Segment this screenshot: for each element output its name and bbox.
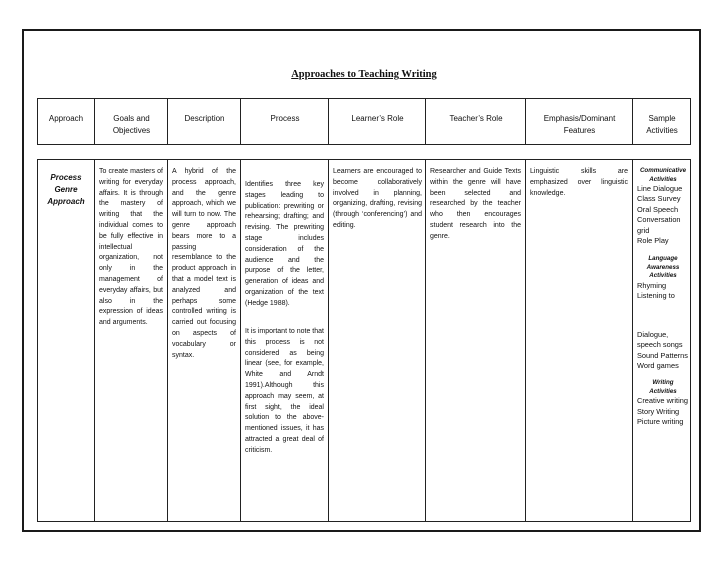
cell-teacher-role <box>425 160 525 521</box>
header-goals-col <box>94 99 167 144</box>
goals-text: To create masters of writing for everyday affairs. It is through the mastery of writing that the individual comes to be fully effective in intellectual organization, not only in the management of everyday affairs, but also in the expression of ideas and arguments. <box>99 168 163 327</box>
list-item: Word games <box>637 360 679 370</box>
cell-description <box>167 160 240 521</box>
sample-activities-list <box>637 167 689 428</box>
header-learner-col <box>328 99 425 144</box>
cell-goals <box>94 160 167 521</box>
header-sample-col <box>632 99 690 144</box>
table-row <box>37 159 691 522</box>
cell-sample-activities <box>632 160 690 521</box>
list-item: Oral Speech <box>637 204 679 214</box>
language-awareness-heading: Language Awareness Activities <box>646 255 680 280</box>
list-item: Dialogue, speech songs <box>637 329 683 350</box>
header-approach: Approach <box>48 114 84 123</box>
header-approach-col <box>38 99 94 144</box>
header-goals: Goals and Objectives <box>112 114 151 135</box>
cell-process <box>240 160 328 521</box>
cell-emphasis <box>525 160 632 521</box>
list-item: Line Dialogue <box>637 184 683 193</box>
cell-learner-role <box>328 160 425 521</box>
header-teacher-col <box>425 99 525 144</box>
list-item: Class Survey <box>637 194 681 204</box>
list-item: Creative writing <box>637 396 688 406</box>
list-item: Story Writing <box>637 406 680 416</box>
document-title: Approaches to Teaching Writing <box>291 69 437 80</box>
process-text-1: Identifies three key stages leading to publication: prewriting or rehearsing; drafting; and revising. The prewriting stage includes consideration of the audience and the purpose of the letter, generation of ideas and organization of the text (Hedge 1988). <box>245 181 324 307</box>
header-learner-role: Learner’s Role <box>351 114 404 123</box>
cell-approach <box>38 160 94 521</box>
header-emphasis: Emphasis/Dominant Features <box>543 114 616 135</box>
communicative-activities-heading: Communicative Activities <box>639 167 687 183</box>
process-text-2: It is important to note that this process is not considered as being linear (see, for example, White and Arndt 1991).Although this approach may seem, at first sight, the ideal solution to the above-mentioned issues, it has attracted a great deal of criticism. <box>245 328 324 454</box>
list-item: Rhyming <box>637 280 667 290</box>
list-item: Role Play <box>637 236 669 246</box>
description-text: A hybrid of the process approach, and the genre approach, which we will turn to now. The genre approach bears more to a passing resemblance to the product approach in that a model text is analyzed and perhaps some controlled writing is carried out focusing on aspects of vocabulary or syntax. <box>172 168 236 359</box>
header-description: Description <box>184 114 225 123</box>
header-emphasis-col <box>525 99 632 144</box>
header-process: Process <box>270 114 300 123</box>
list-item: Picture writing <box>637 417 684 427</box>
list-item: Listening to <box>637 291 675 301</box>
header-process-col <box>240 99 328 144</box>
list-item: Sound Patterns <box>637 350 688 360</box>
approach-name: Process Genre Approach <box>47 173 85 206</box>
learner-role-text: Learners are encouraged to become collaboratively involved in planning, organizing, drafting, revising (through ‘conferencing’) and editing. <box>333 168 422 229</box>
header-description-col <box>167 99 240 144</box>
emphasis-text: Linguistic skills are emphasized over linguistic knowledge. <box>530 168 628 197</box>
list-item: Conversation grid <box>637 215 681 235</box>
table-header-row <box>37 98 691 145</box>
header-teacher-role: Teacher’s Role <box>449 114 503 123</box>
writing-activities-heading: Writing Activities <box>649 379 677 395</box>
teacher-role-text: Researcher and Guide Texts within the genre will have been selected and researched by the teacher who then encourages student research into the genre. <box>430 168 521 240</box>
header-sample: Sample Activities <box>646 114 678 135</box>
